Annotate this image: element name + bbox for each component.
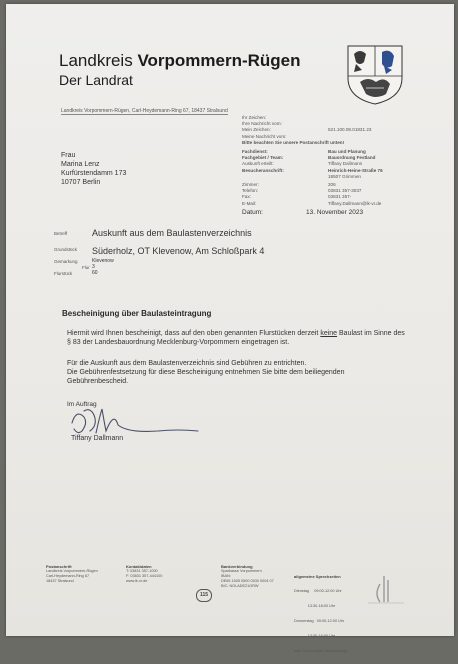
recipient-name: Marina Lenz [61,161,100,168]
org-prefix: Landkreis [59,51,138,70]
reference-block [242,115,448,207]
paragraph-certification: Hiermit wird Ihnen bescheinigt, dass auf den oben genannten Flurstücken derzeit keine Baulast im Sinne des § 83 der Landesbauordnung Mecklenburg-Vorpommern eingetragen ist. [67,330,405,346]
gemarkung-label: Gemarkung [54,259,78,264]
ref-row: Fax: 03831 357- [242,194,352,200]
flurstueck-label: Flurstück [54,271,73,276]
letter-page [6,4,454,653]
footer [46,564,406,653]
coat-of-arms-icon [346,44,404,106]
subject-line: Auskunft aus dem Baulastenverzeichnis [92,228,252,238]
date-value: 13. November 2023 [306,209,364,216]
postal-note: Bitte beachten Sie unsere Postanschrift unten! [242,139,345,145]
signatory-name: Tiffany Dallmann [71,435,124,442]
org-name: Vorpommern-Rügen [137,51,301,70]
ref-row: Meine Nachricht vom: [242,133,287,139]
date-label: Datum: [242,209,263,216]
recipient-city: 10707 Berlin [61,179,101,186]
im-auftrag: Im Auftrag [67,401,97,408]
footer-hours: allgemeine Sprechzeiten Dienstag 09:00-12:00 Uhr 13:30-18:00 Uhr Donnerstag 09:00-12:00 Uhr 13:30-16:00 Uhr oder Termin nach Vereinbarung [294,574,347,653]
ref-row: Zimmer: 206 [242,182,336,188]
subtitle: Der Landrat [59,72,133,88]
grundstueck-label: Grundstück [54,247,78,252]
recipient-address [61,151,126,187]
ref-row: Ihre Nachricht vom: [242,121,282,127]
ref-row: Fachdienst: Bau und Planung [242,149,366,155]
district-logo-icon [366,574,406,606]
flur-label: Flur [82,265,90,270]
footer-postal: Postanschrift Landkreis Vorpommern-Rügen Carl-Heydemann-Ring 67 18437 Stralsund [46,564,98,583]
emphasis-keine: keine [320,330,338,337]
recipient-salutation: Frau [61,152,76,159]
ref-row: Auskunft erteilt: Tiffany Dallmann [242,161,363,167]
property-address: Süderholz, OT Klevenow, Am Schloßpark 4 [92,246,265,256]
paragraph-fee-notice: Die Gebührenfestsetzung für diese Bescheinigung entnehmen Sie bitte dem beiliegenden Gebührenbescheid. [67,369,345,385]
ref-row: E-Mail: Tiffany.Dallmann@lk-vr.de [242,200,382,206]
gemarkung-value: Klevenow [92,258,114,264]
sender-line: Landkreis Vorpommern-Rügen, Carl-Heydemann-Ring 67, 18437 Stralsund [61,108,228,114]
subject-label: Betreff [54,231,68,236]
footer-bank: Bankverbindung Sparkasse Vorpommern IBAN: DE65 1505 0500 0530 0004 07 BIC: NOLADE21GRW [221,564,274,588]
footer-contact: Kontaktdaten T: 03831 357-1000 F: 03831 357-444100 www.lk-vr.de [126,564,163,583]
organization-title [59,51,301,71]
paragraph-fees: Für die Auskunft aus dem Baulastenverzeichnis sind Gebühren zu entrichten. [67,360,307,367]
ref-row: Besucheranschrift: Heinrich-Heine-Straße 76 [242,167,383,173]
ref-row: Mein Zeichen: 521.100.08.01831.23 [242,127,372,133]
date-field [242,209,364,216]
flur-value: 3 [92,264,95,270]
ref-row: Fachgebiet / Team: Bauordnung Festland [242,155,376,161]
ref-row: Ihr Zeichen: [242,115,267,120]
certificate-heading: Bescheinigung über Baulasteintragung [62,309,212,318]
recipient-street: Kurfürstendamm 173 [61,170,127,177]
ref-row: 18507 Grimmen [328,173,361,179]
flurstueck-value: 60 [92,270,98,276]
ref-row: Telefon: 03831 357-3037 [242,188,362,194]
service-115-badge: 115 [196,589,212,602]
